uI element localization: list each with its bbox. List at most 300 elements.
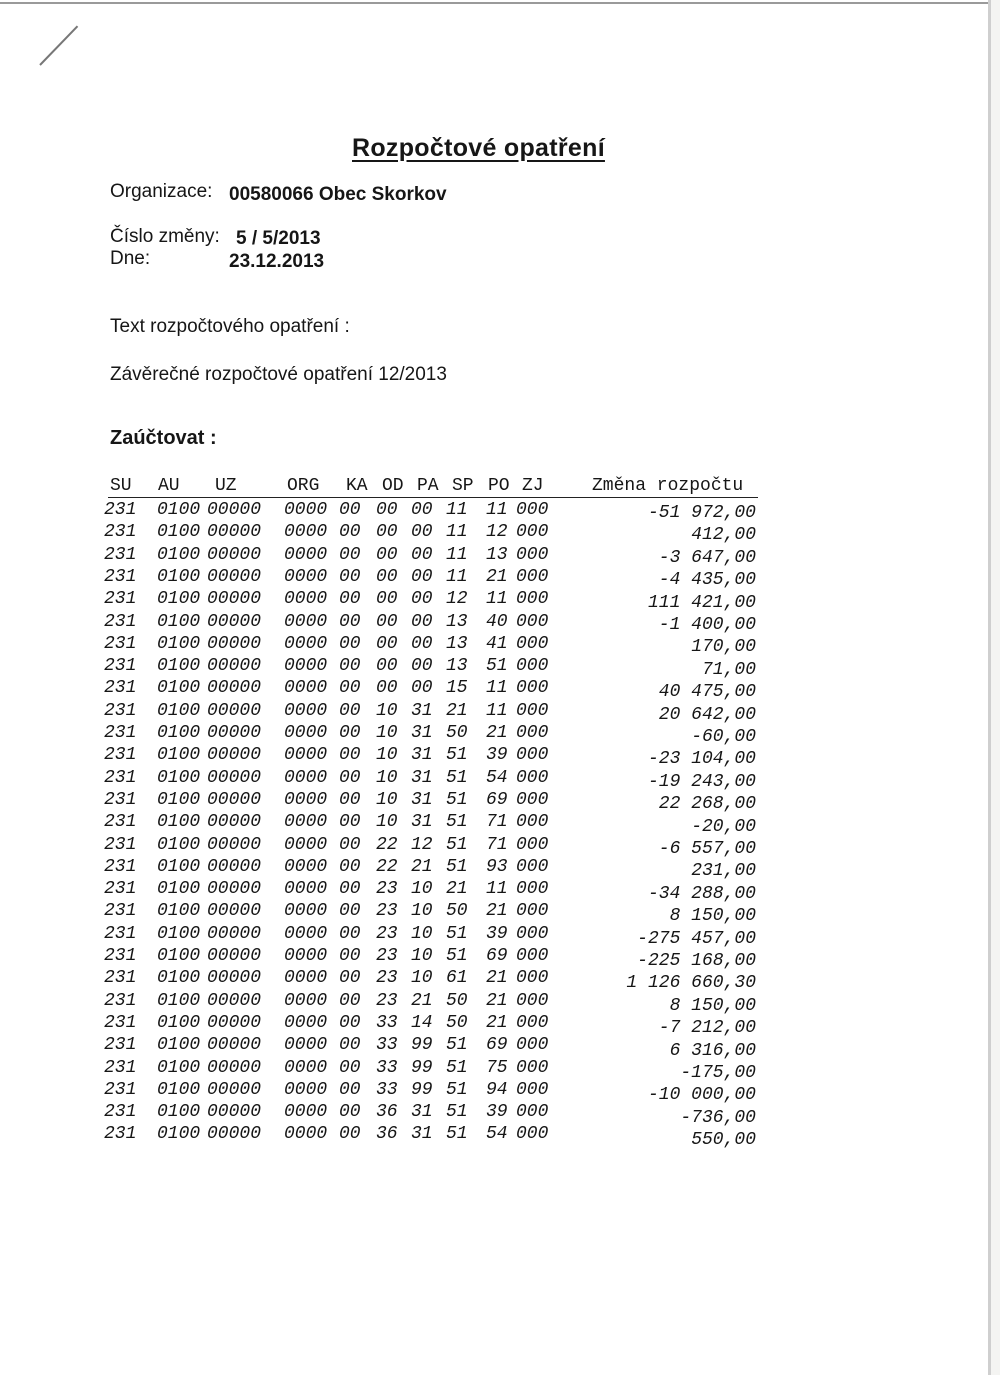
- cell-po: 51: [486, 656, 508, 677]
- cell-po: 11: [486, 700, 508, 721]
- cell-zj: 000: [516, 1102, 549, 1123]
- cell-ka: 00: [339, 1124, 361, 1145]
- text-opatreni-label: Text rozpočtového opatření :: [110, 316, 350, 337]
- cell-su: 231: [104, 901, 137, 922]
- col-header-org: ORG: [287, 476, 320, 496]
- cell-sp: 51: [446, 856, 468, 877]
- cell-au: 0100: [157, 656, 201, 677]
- header-underline: [108, 497, 758, 498]
- cell-sp: 51: [446, 1102, 468, 1123]
- cell-au: 0100: [157, 723, 201, 743]
- cell-od: 00: [376, 678, 398, 699]
- col-header-pa: PA: [417, 476, 439, 496]
- cell-pa: 31: [411, 767, 433, 788]
- col-header-sp: SP: [452, 476, 474, 496]
- cell-su: 231: [104, 1012, 137, 1033]
- cell-uz: 00000: [207, 745, 262, 766]
- cell-pa: 99: [411, 1057, 433, 1078]
- cell-uz: 00000: [207, 678, 262, 699]
- cell-zmena-rozpoctu: -1 400,00: [658, 615, 756, 635]
- cell-zmena-rozpoctu: 20 642,00: [658, 704, 756, 725]
- organizace-label: Organizace:: [110, 181, 213, 202]
- cell-od: 10: [376, 723, 398, 743]
- cell-ka: 00: [339, 656, 361, 677]
- cell-ka: 00: [339, 1102, 361, 1123]
- cell-ka: 00: [339, 589, 361, 610]
- text-opatreni-value: Závěrečné rozpočtové opatření 12/2013: [110, 364, 447, 385]
- cell-sp: 51: [446, 745, 468, 766]
- cell-ka: 00: [339, 566, 361, 587]
- cell-sp: 51: [446, 1057, 468, 1078]
- cell-pa: 10: [411, 946, 433, 966]
- cell-au: 0100: [157, 1057, 201, 1078]
- cell-ka: 00: [339, 834, 361, 855]
- cell-zmena-rozpoctu: 231,00: [691, 861, 756, 882]
- cell-au: 0100: [157, 812, 201, 833]
- cell-od: 00: [376, 522, 398, 543]
- cell-uz: 00000: [207, 1012, 262, 1033]
- cell-org: 0000: [284, 544, 328, 565]
- cell-pa: 00: [411, 633, 433, 654]
- cell-zmena-rozpoctu: -736,00: [680, 1107, 756, 1128]
- cell-zj: 000: [516, 500, 549, 520]
- cell-uz: 00000: [207, 812, 262, 833]
- cell-od: 00: [376, 633, 398, 654]
- cell-od: 00: [376, 589, 398, 610]
- cell-zmena-rozpoctu: -23 104,00: [647, 749, 756, 770]
- cell-org: 0000: [284, 611, 328, 632]
- cell-au: 0100: [157, 856, 201, 877]
- cell-sp: 50: [446, 1012, 468, 1033]
- cell-zj: 000: [516, 1124, 549, 1145]
- cell-su: 231: [104, 611, 137, 632]
- dne-label: Dne:: [110, 248, 151, 269]
- cell-po: 11: [486, 879, 508, 900]
- cell-od: 23: [376, 923, 398, 944]
- staple-mark: [39, 25, 78, 65]
- cell-pa: 00: [411, 678, 433, 699]
- cell-sp: 51: [446, 812, 468, 833]
- cell-org: 0000: [284, 834, 328, 855]
- cell-pa: 00: [411, 656, 433, 677]
- cell-ka: 00: [339, 1079, 361, 1100]
- cell-zmena-rozpoctu: 111 421,00: [647, 592, 756, 613]
- document-title: Rozpočtové opatření: [352, 134, 605, 162]
- cell-zj: 000: [516, 678, 549, 699]
- cell-sp: 11: [446, 544, 468, 565]
- cell-zj: 000: [516, 1012, 549, 1033]
- cell-zmena-rozpoctu: 550,00: [691, 1130, 756, 1151]
- cell-zmena-rozpoctu: -19 243,00: [647, 771, 756, 792]
- cell-pa: 00: [411, 589, 433, 610]
- cell-ka: 00: [339, 1035, 361, 1056]
- cell-au: 0100: [157, 678, 201, 699]
- col-header-uz: UZ: [215, 476, 237, 496]
- cell-zmena-rozpoctu: 412,00: [691, 525, 756, 546]
- cell-au: 0100: [157, 923, 201, 944]
- cell-ka: 00: [339, 723, 361, 743]
- cell-uz: 00000: [207, 566, 262, 587]
- cell-zmena-rozpoctu: -6 557,00: [658, 839, 756, 859]
- cell-zmena-rozpoctu: 8 150,00: [669, 906, 756, 927]
- cell-su: 231: [104, 968, 137, 989]
- cell-au: 0100: [157, 589, 201, 610]
- cell-po: 93: [486, 856, 508, 877]
- cell-pa: 00: [411, 566, 433, 587]
- cell-su: 231: [104, 1124, 137, 1145]
- cell-zj: 000: [516, 633, 549, 654]
- cell-au: 0100: [157, 611, 201, 632]
- cell-po: 21: [486, 566, 508, 587]
- cell-ka: 00: [339, 923, 361, 944]
- cell-org: 0000: [284, 522, 328, 543]
- cell-au: 0100: [157, 767, 201, 788]
- cell-zmena-rozpoctu: 40 475,00: [658, 682, 756, 703]
- cell-au: 0100: [157, 633, 201, 654]
- cell-su: 231: [104, 789, 137, 810]
- cell-sp: 12: [446, 589, 468, 610]
- cell-zj: 000: [516, 879, 549, 900]
- cell-org: 0000: [284, 633, 328, 654]
- cell-ka: 00: [339, 522, 361, 543]
- cell-po: 69: [486, 1035, 508, 1056]
- cell-sp: 15: [446, 678, 468, 699]
- cell-po: 41: [486, 633, 508, 654]
- cell-au: 0100: [157, 566, 201, 587]
- cell-su: 231: [104, 990, 137, 1011]
- cell-zj: 000: [516, 723, 549, 743]
- cell-pa: 21: [411, 856, 433, 877]
- cell-pa: 99: [411, 1035, 433, 1056]
- cell-ka: 00: [339, 611, 361, 632]
- cell-pa: 31: [411, 789, 433, 810]
- cell-ka: 00: [339, 767, 361, 788]
- cell-zj: 000: [516, 968, 549, 989]
- cell-au: 0100: [157, 745, 201, 766]
- cell-zmena-rozpoctu: 170,00: [691, 637, 756, 658]
- cell-od: 23: [376, 946, 398, 966]
- cell-su: 231: [104, 633, 137, 654]
- cell-sp: 61: [446, 968, 468, 989]
- cell-org: 0000: [284, 1124, 328, 1145]
- cell-zj: 000: [516, 589, 549, 610]
- cell-ka: 00: [339, 856, 361, 877]
- cell-su: 231: [104, 1035, 137, 1056]
- cell-uz: 00000: [207, 723, 262, 743]
- cell-org: 0000: [284, 1102, 328, 1123]
- cell-sp: 11: [446, 566, 468, 587]
- cell-zj: 000: [516, 923, 549, 944]
- cell-po: 39: [486, 1102, 508, 1123]
- cell-pa: 10: [411, 879, 433, 900]
- cell-org: 0000: [284, 1035, 328, 1056]
- cell-uz: 00000: [207, 901, 262, 922]
- cell-au: 0100: [157, 522, 201, 543]
- cell-org: 0000: [284, 1057, 328, 1078]
- cell-au: 0100: [157, 968, 201, 989]
- cell-od: 23: [376, 990, 398, 1011]
- cell-zj: 000: [516, 946, 549, 966]
- cell-po: 21: [486, 990, 508, 1011]
- cell-uz: 00000: [207, 834, 262, 855]
- cell-uz: 00000: [207, 500, 262, 520]
- cell-zmena-rozpoctu: 22 268,00: [658, 794, 756, 815]
- cell-zmena-rozpoctu: -60,00: [691, 727, 756, 747]
- cell-zj: 000: [516, 566, 549, 587]
- cell-ka: 00: [339, 789, 361, 810]
- col-header-su: SU: [110, 476, 132, 496]
- cell-zmena-rozpoctu: 71,00: [701, 659, 756, 680]
- cell-uz: 00000: [207, 879, 262, 900]
- cell-su: 231: [104, 767, 137, 788]
- cislo-zmeny-value: 5 / 5/2013: [236, 228, 321, 249]
- cell-uz: 00000: [207, 656, 262, 677]
- cell-au: 0100: [157, 1079, 201, 1100]
- cell-sp: 50: [446, 990, 468, 1011]
- cell-ka: 00: [339, 946, 361, 966]
- cell-su: 231: [104, 500, 137, 520]
- cell-od: 33: [376, 1035, 398, 1056]
- cell-po: 71: [486, 834, 508, 855]
- cislo-zmeny-label: Číslo změny:: [110, 226, 220, 247]
- cell-sp: 51: [446, 1124, 468, 1145]
- cell-od: 10: [376, 767, 398, 788]
- cell-au: 0100: [157, 1035, 201, 1056]
- cell-od: 36: [376, 1124, 398, 1145]
- cell-po: 39: [486, 745, 508, 766]
- cell-su: 231: [104, 700, 137, 721]
- cell-po: 11: [486, 678, 508, 699]
- cell-au: 0100: [157, 1124, 201, 1145]
- cell-au: 0100: [157, 879, 201, 900]
- cell-su: 231: [104, 1057, 137, 1078]
- cell-org: 0000: [284, 901, 328, 922]
- cell-sp: 51: [446, 923, 468, 944]
- cell-od: 23: [376, 879, 398, 900]
- cell-pa: 00: [411, 522, 433, 543]
- cell-su: 231: [104, 723, 137, 743]
- cell-od: 10: [376, 789, 398, 810]
- cell-po: 69: [486, 946, 508, 966]
- cell-org: 0000: [284, 678, 328, 699]
- cell-pa: 21: [411, 990, 433, 1011]
- cell-org: 0000: [284, 789, 328, 810]
- cell-ka: 00: [339, 968, 361, 989]
- cell-au: 0100: [157, 1012, 201, 1033]
- cell-od: 00: [376, 544, 398, 565]
- cell-sp: 11: [446, 522, 468, 543]
- cell-sp: 21: [446, 700, 468, 721]
- cell-uz: 00000: [207, 856, 262, 877]
- cell-su: 231: [104, 1102, 137, 1123]
- cell-uz: 00000: [207, 1124, 262, 1145]
- zauctovat-heading: Zaúčtovat :: [110, 427, 217, 449]
- cell-od: 36: [376, 1102, 398, 1123]
- cell-ka: 00: [339, 500, 361, 520]
- cell-uz: 00000: [207, 1057, 262, 1078]
- cell-uz: 00000: [207, 1035, 262, 1056]
- cell-su: 231: [104, 745, 137, 766]
- cell-pa: 00: [411, 500, 433, 520]
- cell-pa: 10: [411, 901, 433, 922]
- cell-uz: 00000: [207, 522, 262, 543]
- cell-sp: 51: [446, 789, 468, 810]
- cell-zj: 000: [516, 700, 549, 721]
- cell-uz: 00000: [207, 968, 262, 989]
- cell-ka: 00: [339, 879, 361, 900]
- cell-sp: 21: [446, 879, 468, 900]
- cell-org: 0000: [284, 723, 328, 743]
- col-header-zmena-rozpoctu: Změna rozpočtu: [592, 476, 744, 496]
- cell-od: 33: [376, 1057, 398, 1078]
- col-header-ka: KA: [346, 476, 368, 496]
- cell-uz: 00000: [207, 1102, 262, 1123]
- cell-po: 54: [486, 1124, 508, 1145]
- cell-su: 231: [104, 656, 137, 677]
- cell-org: 0000: [284, 767, 328, 788]
- page-top-edge: [0, 2, 990, 4]
- cell-org: 0000: [284, 812, 328, 833]
- cell-pa: 99: [411, 1079, 433, 1100]
- cell-org: 0000: [284, 946, 328, 966]
- cell-po: 54: [486, 767, 508, 788]
- cell-su: 231: [104, 923, 137, 944]
- cell-pa: 31: [411, 1102, 433, 1123]
- cell-zmena-rozpoctu: -175,00: [680, 1063, 756, 1083]
- cell-ka: 00: [339, 1057, 361, 1078]
- cell-org: 0000: [284, 589, 328, 610]
- cell-org: 0000: [284, 968, 328, 989]
- cell-pa: 31: [411, 700, 433, 721]
- col-header-po: PO: [488, 476, 510, 496]
- cell-org: 0000: [284, 566, 328, 587]
- cell-su: 231: [104, 566, 137, 587]
- cell-zmena-rozpoctu: -34 288,00: [647, 883, 756, 904]
- cell-uz: 00000: [207, 633, 262, 654]
- cell-su: 231: [104, 946, 137, 966]
- cell-od: 23: [376, 968, 398, 989]
- cell-su: 231: [104, 812, 137, 833]
- cell-po: 94: [486, 1079, 508, 1100]
- cell-po: 21: [486, 723, 508, 743]
- cell-org: 0000: [284, 500, 328, 520]
- cell-od: 22: [376, 856, 398, 877]
- cell-zmena-rozpoctu: -7 212,00: [658, 1018, 756, 1039]
- cell-zmena-rozpoctu: 1 126 660,30: [626, 973, 756, 994]
- cell-zj: 000: [516, 1057, 549, 1078]
- cell-au: 0100: [157, 901, 201, 922]
- cell-ka: 00: [339, 678, 361, 699]
- col-header-au: AU: [158, 476, 180, 496]
- cell-zj: 000: [516, 834, 549, 855]
- cell-zj: 000: [516, 990, 549, 1011]
- cell-au: 0100: [157, 834, 201, 855]
- cell-ka: 00: [339, 544, 361, 565]
- cell-org: 0000: [284, 879, 328, 900]
- cell-ka: 00: [339, 700, 361, 721]
- cell-zmena-rozpoctu: 6 316,00: [669, 1040, 756, 1061]
- cell-po: 13: [486, 544, 508, 565]
- cell-zj: 000: [516, 1079, 549, 1100]
- cell-pa: 31: [411, 723, 433, 743]
- cell-zmena-rozpoctu: -275 457,00: [637, 928, 756, 949]
- cell-uz: 00000: [207, 589, 262, 610]
- cell-org: 0000: [284, 700, 328, 721]
- cell-od: 23: [376, 901, 398, 922]
- cell-po: 75: [486, 1057, 508, 1078]
- cell-sp: 51: [446, 946, 468, 966]
- cell-ka: 00: [339, 633, 361, 654]
- cell-uz: 00000: [207, 767, 262, 788]
- cell-su: 231: [104, 678, 137, 699]
- cell-zj: 000: [516, 789, 549, 810]
- cell-pa: 00: [411, 544, 433, 565]
- cell-au: 0100: [157, 1102, 201, 1123]
- cell-sp: 11: [446, 500, 468, 520]
- col-header-zj: ZJ: [522, 476, 544, 496]
- cell-org: 0000: [284, 1012, 328, 1033]
- cell-sp: 51: [446, 834, 468, 855]
- page-right-edge: [988, 0, 991, 1375]
- cell-zj: 000: [516, 901, 549, 922]
- cell-zj: 000: [516, 656, 549, 677]
- cell-au: 0100: [157, 500, 201, 520]
- cell-au: 0100: [157, 700, 201, 721]
- cell-sp: 13: [446, 633, 468, 654]
- cell-po: 21: [486, 968, 508, 989]
- cell-zj: 000: [516, 611, 549, 632]
- cell-zj: 000: [516, 767, 549, 788]
- cell-od: 22: [376, 834, 398, 855]
- cell-pa: 00: [411, 611, 433, 632]
- organizace-value: 00580066 Obec Skorkov: [229, 184, 447, 205]
- cell-au: 0100: [157, 990, 201, 1011]
- cell-po: 39: [486, 923, 508, 944]
- cell-od: 00: [376, 566, 398, 587]
- cell-od: 33: [376, 1012, 398, 1033]
- cell-uz: 00000: [207, 700, 262, 721]
- cell-sp: 13: [446, 656, 468, 677]
- cell-uz: 00000: [207, 1079, 262, 1100]
- cell-zmena-rozpoctu: -225 168,00: [637, 951, 756, 971]
- cell-po: 71: [486, 812, 508, 833]
- cell-pa: 31: [411, 745, 433, 766]
- cell-zmena-rozpoctu: -3 647,00: [658, 547, 756, 568]
- cell-uz: 00000: [207, 923, 262, 944]
- cell-sp: 51: [446, 767, 468, 788]
- cell-sp: 13: [446, 611, 468, 632]
- cell-org: 0000: [284, 745, 328, 766]
- cell-org: 0000: [284, 856, 328, 877]
- cell-od: 33: [376, 1079, 398, 1100]
- cell-po: 40: [486, 611, 508, 632]
- cell-ka: 00: [339, 990, 361, 1011]
- cell-uz: 00000: [207, 789, 262, 810]
- cell-zj: 000: [516, 812, 549, 833]
- cell-zj: 000: [516, 856, 549, 877]
- cell-org: 0000: [284, 990, 328, 1011]
- cell-ka: 00: [339, 745, 361, 766]
- cell-su: 231: [104, 522, 137, 543]
- cell-sp: 51: [446, 1035, 468, 1056]
- cell-su: 231: [104, 856, 137, 877]
- cell-po: 11: [486, 500, 508, 520]
- cell-zj: 000: [516, 1035, 549, 1056]
- cell-uz: 00000: [207, 946, 262, 966]
- cell-zmena-rozpoctu: -20,00: [691, 816, 756, 837]
- cell-ka: 00: [339, 812, 361, 833]
- cell-su: 231: [104, 544, 137, 565]
